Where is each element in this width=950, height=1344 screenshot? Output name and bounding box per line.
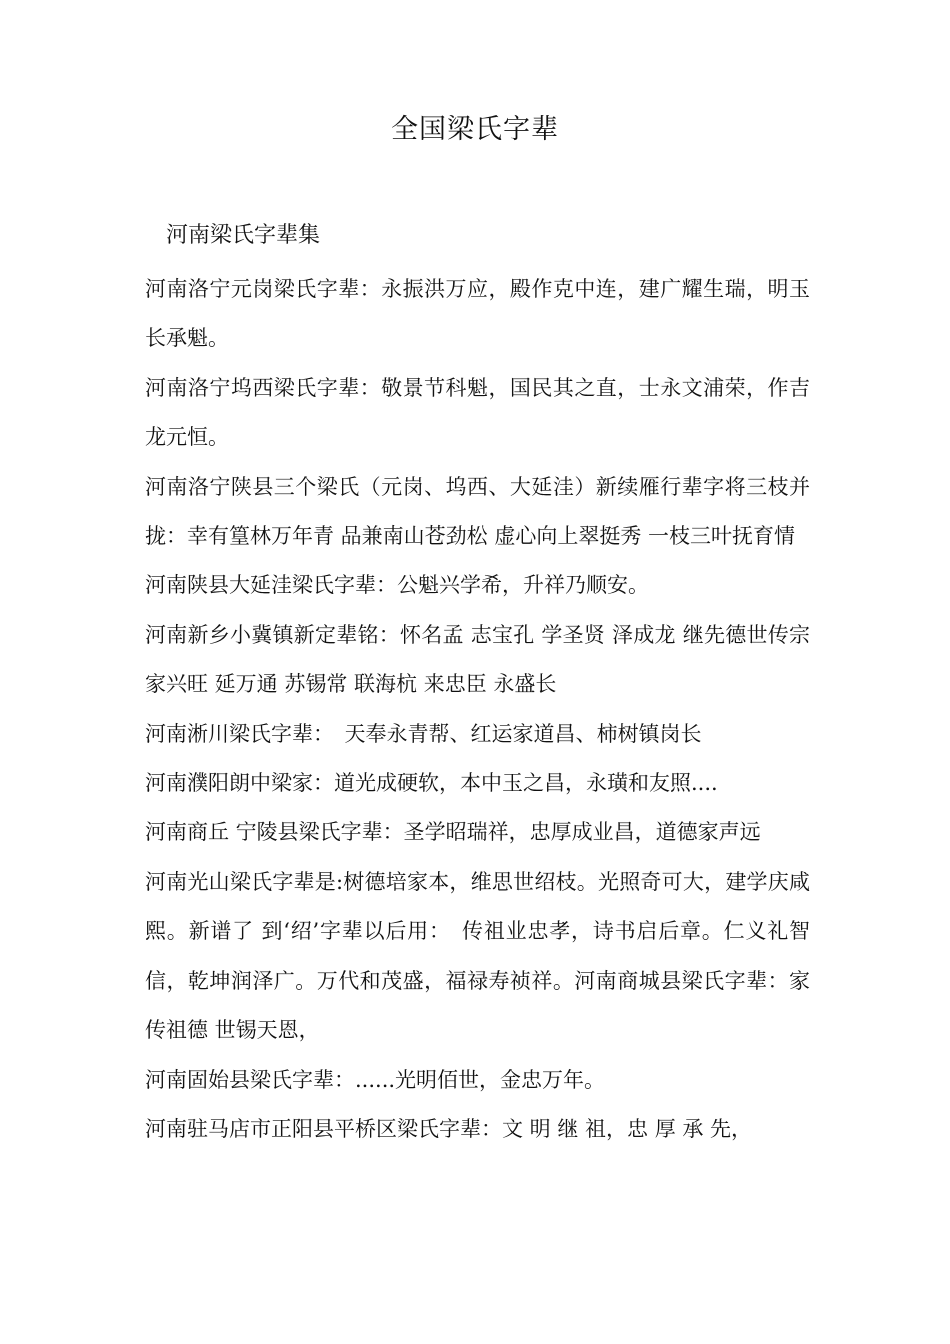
paragraph-gushi: 河南固始县梁氏字辈：......光明佰世，金忠万年。 [145,1067,606,1092]
paragraph-luoning-shanxian-merged: 河南洛宁陕县三个梁氏（元岗、坞西、大延洼）新续雁行辈字将三枝并拢：幸有篁林万年青 品兼南山苍劲松 虚心向上翠挺秀 一枝三叶抚育情 [145,474,810,549]
paragraph-shangqiu-ningling: 河南商丘 宁陵县梁氏字辈：圣学昭瑞祥，忠厚成业昌，道德家声远 [145,820,761,845]
paragraph-xichuan: 河南淅川梁氏字辈： 天奉永青帮、红运家道昌、柿树镇岗长 [145,721,702,746]
document-body [145,265,810,1154]
paragraph-xinxiang-xiaoji: 河南新乡小冀镇新定辈铭：怀名孟 志宝孔 学圣贤 泽成龙 继先德世传宗 家兴旺 延万通 苏锡常 联海杭 来忠臣 永盛长 [145,622,810,697]
document-title: 全国梁氏字辈 [391,114,559,145]
paragraph-zhumadian: 河南驻马店市正阳县平桥区梁氏字辈：文 明 继 祖，忠 厚 承 先， [145,1116,753,1141]
paragraph-shanxian-dayanwa: 河南陕县大延洼梁氏字辈：公魁兴学希，升祥乃顺安。 [145,573,649,598]
paragraph-luoning-wuxi: 河南洛宁坞西梁氏字辈：敬景节科魁，国民其之直，士永文浦荣，作吉龙元恒。 [145,375,810,450]
paragraph-luoning-yuangang: 河南洛宁元岗梁氏字辈：永振洪万应，殿作克中连，建广耀生瑞，明玉长承魁。 [145,277,810,351]
section-heading: 河南梁氏字辈集 [166,223,321,248]
paragraph-guangshan: 河南光山梁氏字辈是:树德培家本，维思世绍枝。光照奇可大，建学庆咸熙。新谱了 到‘绍’字辈以后用： 传祖业忠孝，诗书启后章。仁义礼智信，乾坤润泽广。万代和茂盛，福禄寿祯祥。河南商城县梁氏字辈：家传祖德 世锡天恩， [145,869,810,1043]
paragraph-puyang: 河南濮阳朗中梁家：道光成硬软，本中玉之昌，永璜和友照.... [145,771,718,796]
